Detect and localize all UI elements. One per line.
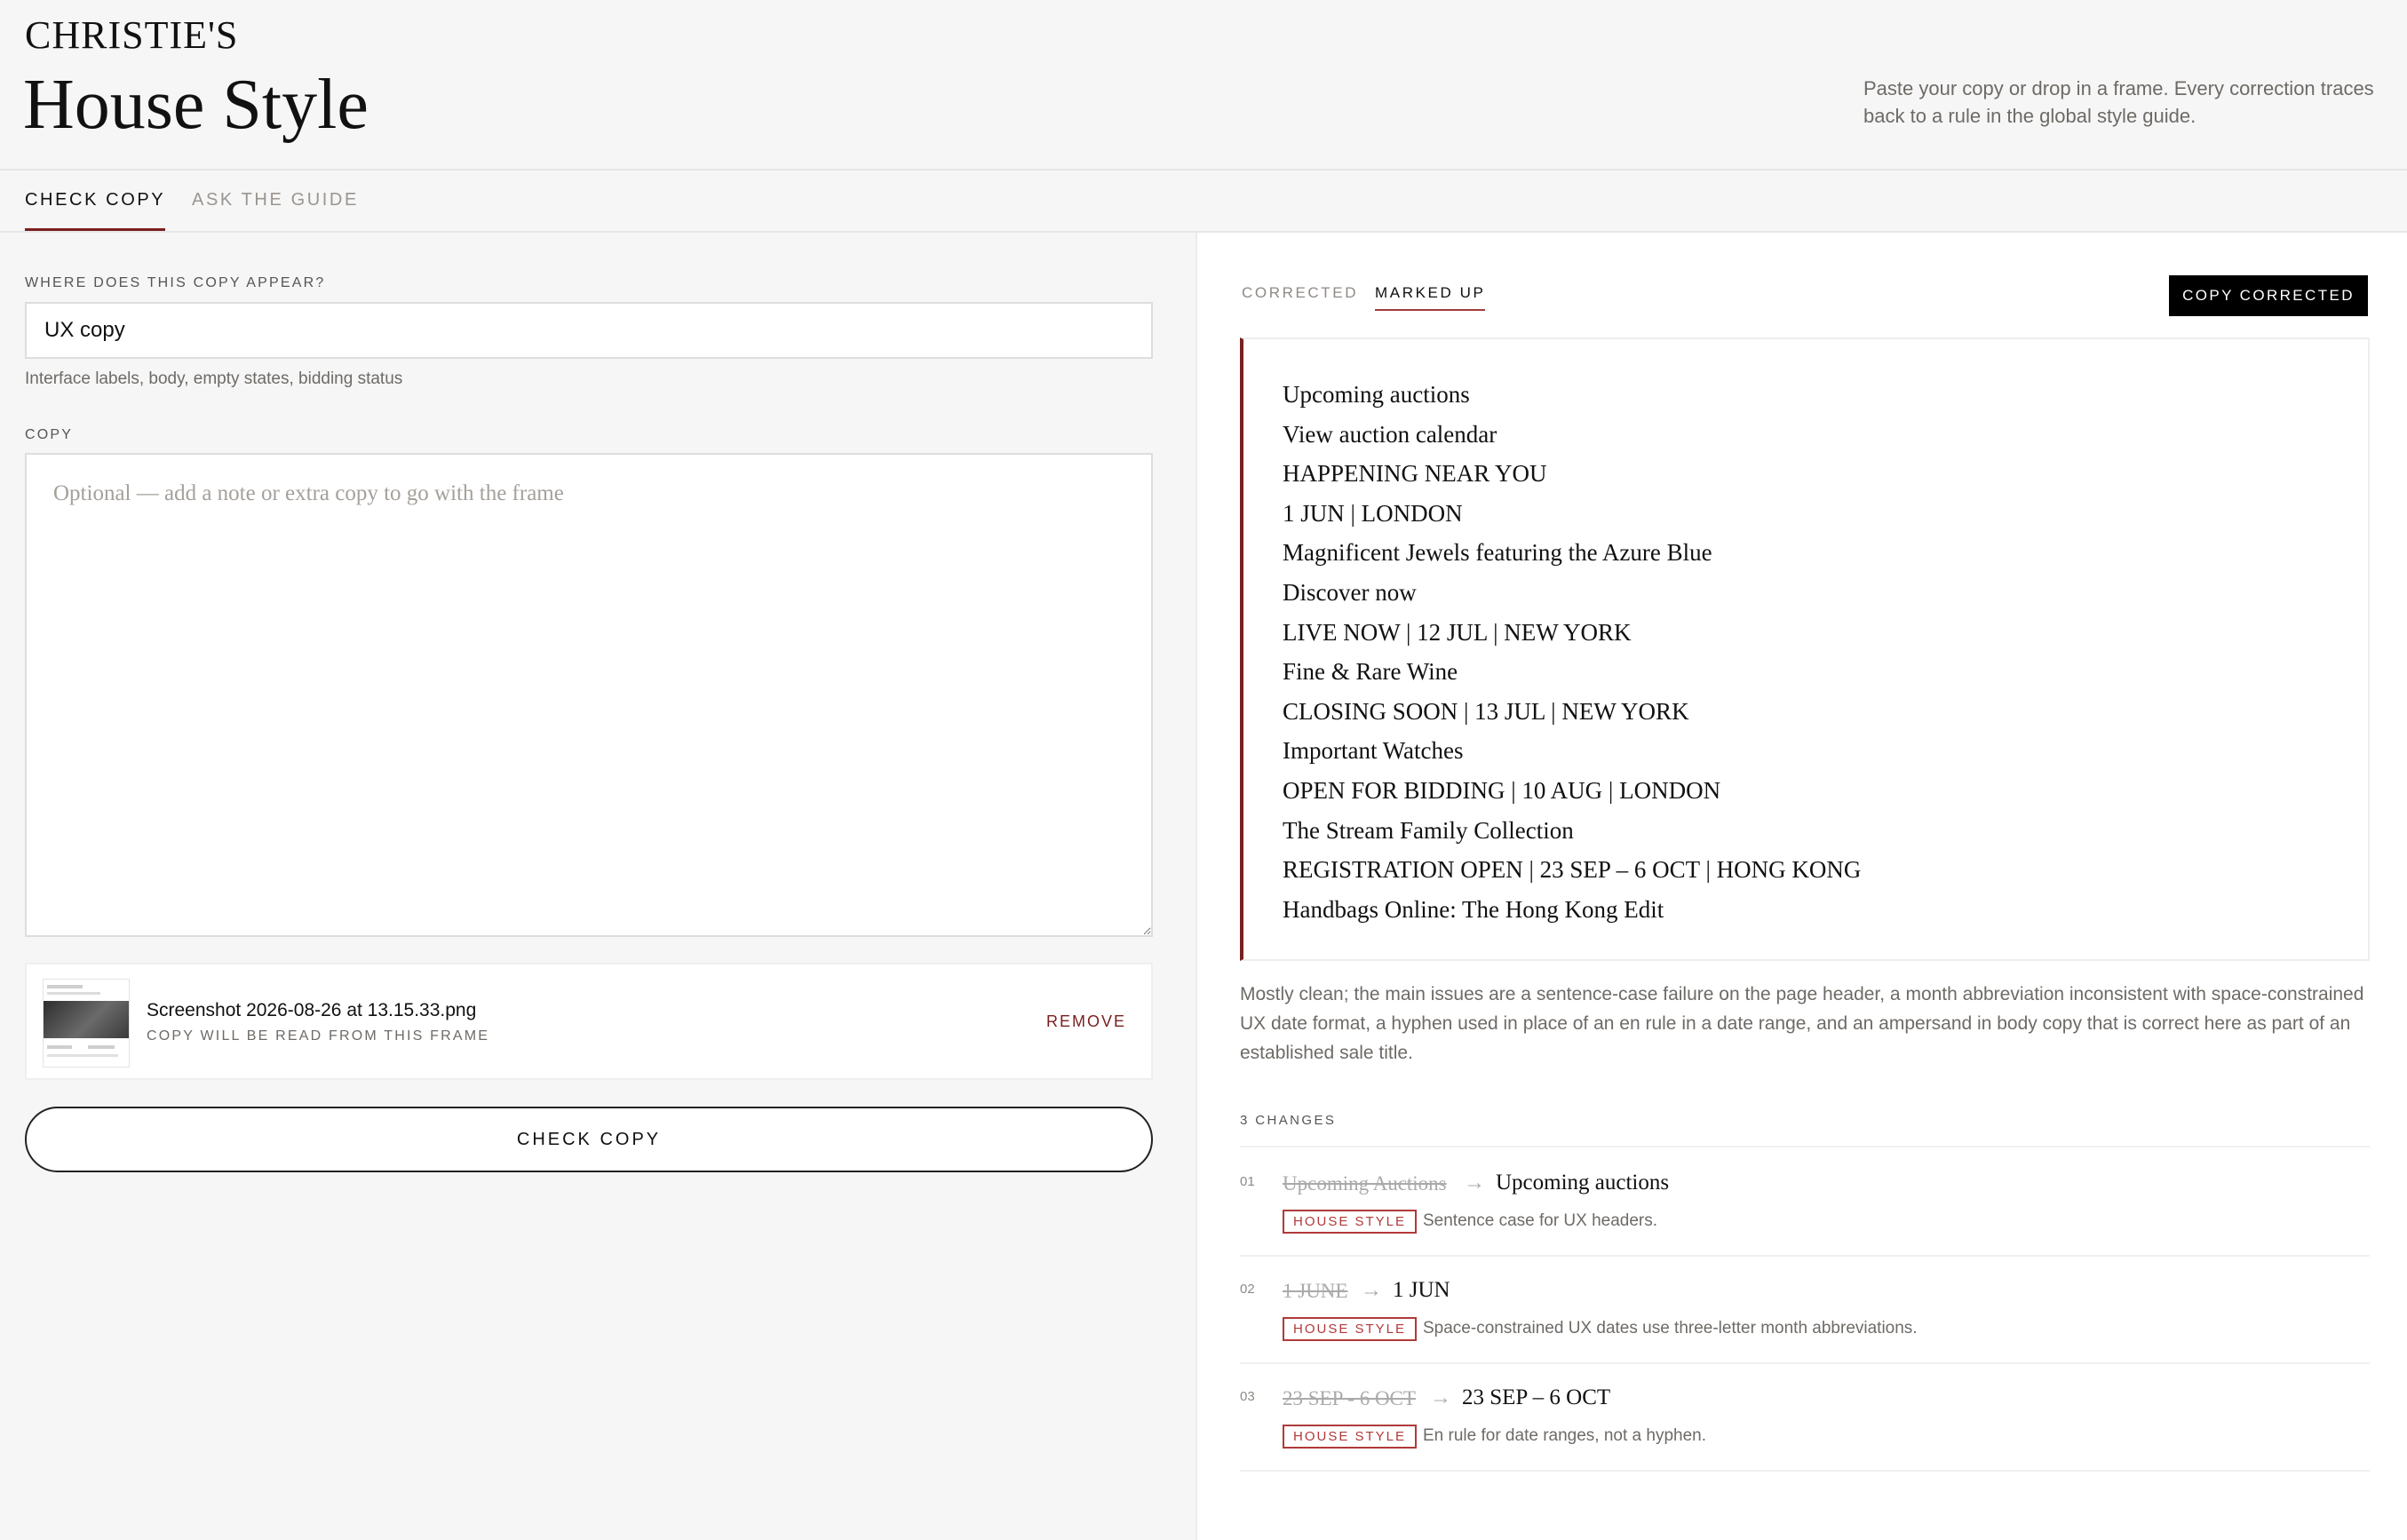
copy-line: OPEN FOR BIDDING | 10 AUG | LONDON xyxy=(1283,776,1721,804)
marked-up-copy xyxy=(1240,337,2370,961)
copy-line: Important Watches xyxy=(1283,737,1464,765)
change-item xyxy=(1240,1255,2370,1364)
copy-line: REGISTRATION OPEN | 23 SEP – 6 OCT | HONG KONG xyxy=(1283,856,1862,884)
copy-line: CLOSING SOON | 13 JUL | NEW YORK xyxy=(1283,697,1689,725)
view-tab-corrected[interactable]: CORRECTED xyxy=(1242,284,1359,301)
copy-line: Handbags Online: The Hong Kong Edit xyxy=(1283,895,1664,923)
attachment-file-name: Screenshot 2026-08-26 at 13.15.33.png xyxy=(147,1000,477,1020)
copy-field-label: COPY xyxy=(25,427,74,442)
results-summary: Mostly clean; the main issues are a sentence-case failure on the page header, a month abbreviation inconsistent with space-constrained UX date format, a hyphen used in place of an en rule in a date range, and an ampersand in body copy that is correct here as part of an established sale title. xyxy=(1240,984,2364,1063)
tab-check-copy[interactable]: CHECK COPY xyxy=(25,190,165,231)
copy-line: View auction calendar xyxy=(1283,420,1497,448)
change-item xyxy=(1240,1362,2370,1472)
change-number: 03 xyxy=(1240,1389,1255,1404)
remove-attachment-button[interactable]: REMOVE xyxy=(1045,1012,1126,1030)
copy-line: Magnificent Jewels featuring the Azure Blue xyxy=(1283,539,1712,567)
where-hint: Interface labels, body, empty states, bidding status xyxy=(25,369,403,388)
change-number: 02 xyxy=(1240,1282,1255,1297)
attachment-subtext: COPY WILL BE READ FROM THIS FRAME xyxy=(147,1028,490,1044)
copy-textarea[interactable] xyxy=(25,453,1153,937)
change-rule-description: Space-constrained UX dates use three-letter month abbreviations. xyxy=(1423,1319,1918,1338)
copy-line: Upcoming auctions xyxy=(1283,381,1470,408)
change-item xyxy=(1240,1147,2370,1257)
change-corrected-text: 1 JUN xyxy=(1393,1278,1450,1302)
change-rule-description: En rule for date ranges, not a hyphen. xyxy=(1423,1426,1706,1445)
check-copy-button[interactable]: CHECK COPY xyxy=(25,1107,1153,1172)
brand-logo: CHRISTIE'S xyxy=(25,13,239,57)
view-tab-marked-up[interactable]: MARKED UP xyxy=(1375,284,1485,311)
where-input[interactable] xyxy=(25,302,1153,359)
change-number: 01 xyxy=(1240,1174,1255,1189)
copy-line: HAPPENING NEAR YOU xyxy=(1283,460,1547,488)
arrow-right-icon: → xyxy=(1430,1385,1451,1409)
change-corrected-text: Upcoming auctions xyxy=(1496,1171,1670,1195)
house-style-badge: HOUSE STYLE xyxy=(1283,1317,1417,1341)
copy-line: Fine & Rare Wine xyxy=(1283,658,1458,686)
attachment-thumbnail xyxy=(43,979,130,1068)
copy-line: 1 JUN | LONDON xyxy=(1283,499,1463,527)
header-description: Paste your copy or drop in a frame. Every correction traces back to a rule in the global style guide. xyxy=(1863,77,2374,127)
arrow-right-icon: → xyxy=(1464,1171,1485,1195)
tab-ask-the-guide[interactable]: ASK THE GUIDE xyxy=(192,190,359,210)
change-original-text: 1 JUNE xyxy=(1283,1280,1348,1302)
house-style-badge: HOUSE STYLE xyxy=(1283,1425,1417,1449)
copy-corrected-button[interactable]: COPY CORRECTED xyxy=(2169,275,2368,316)
page-header xyxy=(0,0,2407,171)
copy-line: Discover now xyxy=(1283,578,1417,606)
house-style-badge: HOUSE STYLE xyxy=(1283,1210,1417,1234)
changes-count-label: 3 CHANGES xyxy=(1240,1113,1337,1128)
main-tabs xyxy=(0,171,2407,233)
arrow-right-icon: → xyxy=(1361,1278,1382,1302)
marked-up-lines xyxy=(1283,375,1861,929)
copy-line: LIVE NOW | 12 JUL | NEW YORK xyxy=(1283,618,1632,646)
where-field-label: WHERE DOES THIS COPY APPEAR? xyxy=(25,275,326,290)
change-original-text: 23 SEP - 6 OCT xyxy=(1283,1387,1416,1409)
page-title: House Style xyxy=(23,66,369,144)
change-corrected-text: 23 SEP – 6 OCT xyxy=(1462,1385,1611,1409)
change-rule-description: Sentence case for UX headers. xyxy=(1423,1211,1658,1230)
change-original-text: Upcoming Auctions xyxy=(1283,1172,1447,1195)
copy-line: The Stream Family Collection xyxy=(1283,816,1574,844)
attachment-card xyxy=(25,963,1153,1080)
